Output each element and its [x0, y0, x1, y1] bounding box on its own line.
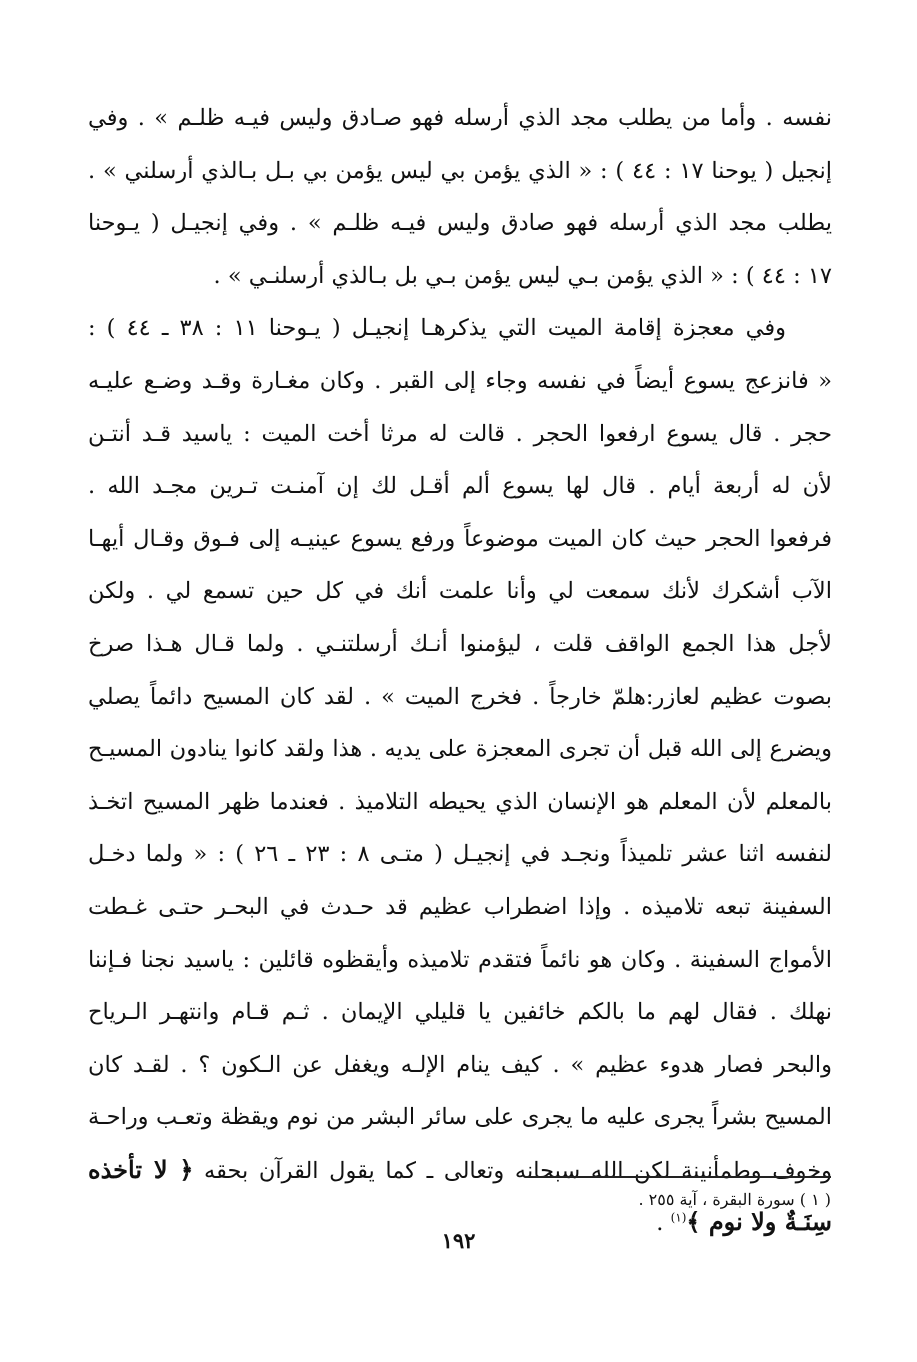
text-line: حجر . قال يسوع ارفعوا الحجر . قالت له مرثا أخت الميت : ياسيد قـد أنتـن: [88, 420, 832, 447]
text-line: ١٧ : ٤٤ ) : « الذي يؤمن بـي ليس يؤمن بـي بل بـالذي أرسلنـي » .: [213, 262, 832, 289]
footnote-separator: [525, 1176, 831, 1178]
text-line: لنفسه اثنا عشر تلميذاً ونجـد في إنجيـل ( متـى ٨ : ٢٣ ـ ٢٦ ) : « ولما دخـل: [88, 841, 832, 868]
text-line: والبحر فصار هدوء عظيم » . كيف ينام الإلـه ويغفل عن الـكون ؟ . لقـد كان: [88, 1051, 832, 1078]
footnote-marker: (١): [670, 1210, 687, 1225]
line-end-punctuation: .: [656, 1210, 671, 1237]
footnote: ( ١ ) سورة البقرة ، آية ٢٥٥ .: [638, 1190, 831, 1209]
text-line: نفسه . وأما من يطلب مجد الذي أرسله فهو صـادق وليس فيـه ظلـم » . وفي: [88, 105, 832, 131]
text-line: نهلك . فقال لهم ما بالكم خائفين يا قليلي الإيمان . ثـم قـام وانتهـر الـرياح: [88, 999, 832, 1026]
paragraph-start-line: وفي معجزة إقامة الميت التي يذكرهـا إنجيـل ( يـوحنا ١١ : ٣٨ ـ ٤٤ ) :: [88, 315, 786, 342]
text-line: ويضرع إلى الله قبل أن تجرى المعجزة على يديه . هذا ولقد كانوا ينادون المسيـح: [88, 736, 832, 763]
text-line: الآب أشكرك لأنك سمعت لي وأنا علمت أنك في كل حين تسمع لي . ولكن: [88, 578, 832, 605]
text-line: بصوت عظيم لعازر:هلمّ خارجاً . فخرج الميت » . لقد كان المسيح دائماً يصلي: [88, 683, 832, 710]
text-line: يطلب مجد الذي أرسله فهو صادق وليس فيـه ظلـم » . وفي إنجيـل ( يـوحنا: [88, 210, 832, 237]
text-line: فرفعوا الحجر حيث كان الميت موضوعاً ورفع يسوع عينيـه إلى فـوق وقـال أيهـا: [88, 525, 832, 552]
text-line: إنجيل ( يوحنا ١٧ : ٤٤ ) : « الذي يؤمن بي ليس يؤمن بي بـل بـالذي أرسلني » .: [88, 157, 832, 184]
page-number: ١٩٢: [441, 1228, 476, 1253]
text-line: « فانزعج يسوع أيضاً في نفسه وجاء إلى القبر . وكان مغـارة وقـد وضـع عليـه: [88, 367, 832, 394]
text-line: السفينة تبعه تلاميذه . وإذا اضطراب عظيم قد حـدث في البحـر حتـى غـطت: [88, 893, 832, 920]
line-text: وخوف وطمأنينة لكن الله سبحانه وتعالى ـ كما يقول القرآن بحقه: [204, 1157, 832, 1184]
text-line: الأمواج السفينة . وكان هو نائماً فتقدم تلاميذه وأيقظوه قائلين : ياسيد نجنا فـإننا: [88, 946, 832, 973]
text-line: لأن له أربعة أيام . قال لها يسوع ألم أقـل لك إن آمنـت تـرين مجـد الله .: [88, 473, 832, 500]
text-line: بالمعلم لأن المعلم هو الإنسان الذي يحيطه التلاميذ . فعندما ظهر المسيح اتخـذ: [88, 788, 832, 815]
body-text: [88, 92, 832, 1249]
quran-quote-end: سِنَـةٌ ولا نوم ﴾: [686, 1207, 832, 1237]
text-line: لأجل هذا الجمع الواقف قلت ، ليؤمنوا أنـك أرسلتنـي . ولما قـال هـذا صرخ: [88, 630, 832, 657]
text-line: المسيح بشراً يجرى عليه ما يجرى على سائر البشر من نوم ويقظة وتعـب وراحـة: [88, 1104, 832, 1131]
quran-quote-start: ﴿ لا تأخذه: [88, 1154, 194, 1184]
